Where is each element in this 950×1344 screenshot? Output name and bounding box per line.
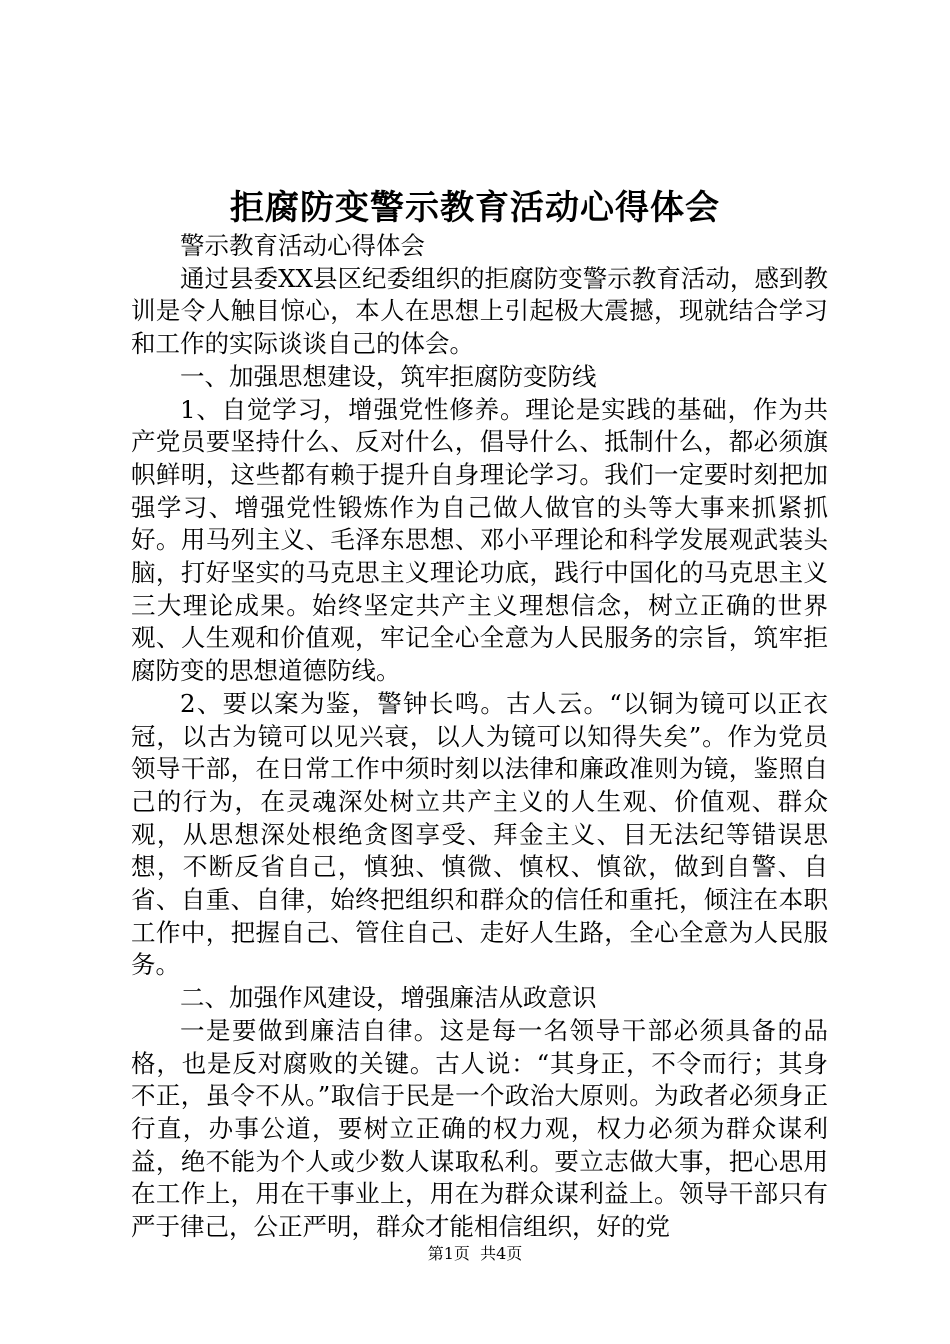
- page-total: 共4页: [480, 1244, 523, 1263]
- paragraph-integrity: 一是要做到廉洁自律。这是每一名领导干部必须具备的品格，也是反对腐败的关键。古人说：“其身正，不令而行；其身不正，虽令不从。”取信于民是一个政治大原则。为政者必须身正行直，办事公道，要树立正确的权力观，权力必须为群众谋利益，绝不能为个人或少数人谋取私利。要立志做大事，把心思用在工作上，用在干事业上，用在为群众谋利益上。领导干部只有严于律己，公正严明，群众才能相信组织，好的党: [131, 1015, 828, 1242]
- paragraph-study: 1、自觉学习，增强党性修养。理论是实践的基础，作为共产党员要坚持什么、反对什么，倡导什么、抵制什么，都必须旗帜鲜明，这些都有赖于提升自身理论学习。我们一定要时刻把加强学习、增强党性锻炼作为自己做人做官的头等大事来抓紧抓好。用马列主义、毛泽东思想、邓小平理论和科学发展观武装头脑，打好坚实的马克思主义理论功底，践行中国化的马克思主义三大理论成果。始终坚定共产主义理想信念，树立正确的世界观、人生观和价值观，牢记全心全意为人民服务的宗旨，筑牢拒腐防变的思想道德防线。: [131, 394, 828, 686]
- section-heading-1: 一、加强思想建设，筑牢拒腐防变防线: [180, 361, 597, 391]
- paragraph-intro: 通过县委XX县区纪委组织的拒腐防变警示教育活动，感到教训是令人触目惊心，本人在思想上引起极大震撼，现就结合学习和工作的实际谈谈自己的体会。: [131, 263, 828, 359]
- document-subtitle: 警示教育活动心得体会: [180, 231, 425, 260]
- document-body: [131, 230, 828, 1244]
- section-heading-2: 二、加强作风建设，增强廉洁从政意识: [180, 983, 597, 1013]
- page-footer: [0, 1242, 950, 1266]
- paragraph-warning: 2、要以案为鉴，警钟长鸣。古人云。“以铜为镜可以正衣冠，以古为镜可以见兴衰，以人为镜可以知得失矣”。作为党员领导干部，在日常工作中须时刻以法律和廉政准则为镜，鉴照自己的行为，在灵魂深处树立共产主义的人生观、价值观、群众观，从思想深处根绝贪图享受、拜金主义、目无法纪等错误思想，不断反省自己，慎独、慎微、慎权、慎欲，做到自警、自省、自重、自律，始终把组织和群众的信任和重托，倾注在本职工作中，把握自己、管住自己、走好人生路，全心全意为人民服务。: [131, 688, 828, 980]
- page-number: 第1页: [427, 1244, 470, 1263]
- document-title: 拒腐防变警示教育活动心得体会: [230, 188, 720, 228]
